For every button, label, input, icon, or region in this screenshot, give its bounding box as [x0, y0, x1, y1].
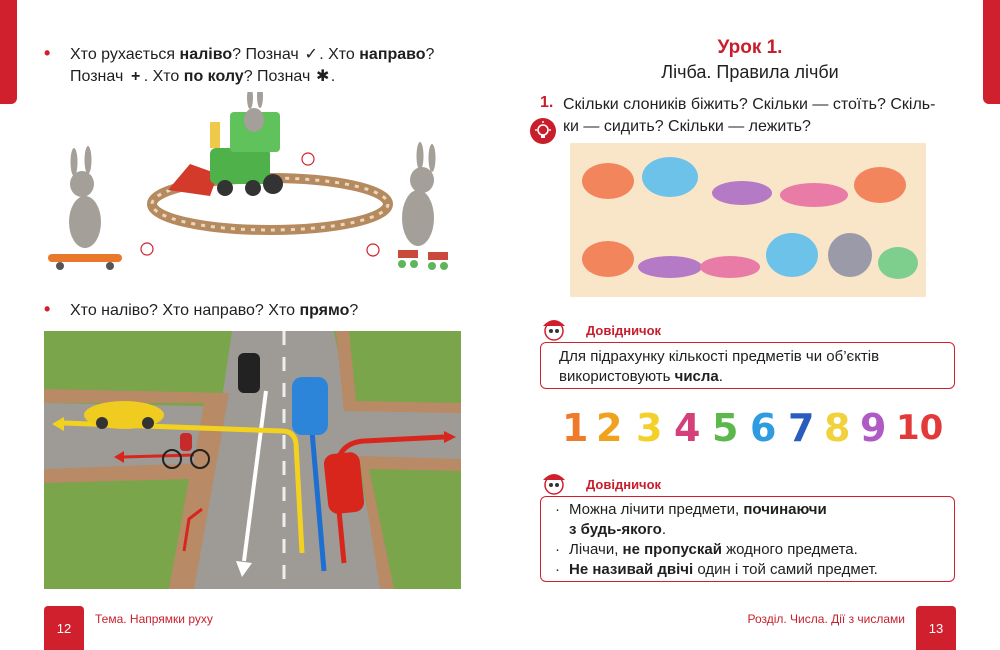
task-line-2: ки — сидить? Скільки — лежить? [563, 118, 811, 135]
motorcycle [238, 353, 260, 393]
reference-heading: Довідничок [586, 477, 662, 492]
train [168, 112, 283, 196]
number-2: 2 [596, 406, 623, 450]
rabbit-skateboard [48, 146, 122, 270]
elephants-illustration [570, 143, 926, 297]
rabbit-driver [244, 92, 264, 132]
page-number: 12 [44, 606, 84, 650]
number-6: 6 [750, 406, 777, 450]
asterisk-icon: ✱ [316, 68, 330, 85]
bullet-marker: • [44, 299, 51, 319]
answer-circle[interactable] [141, 243, 153, 255]
rule-1: · Можна лічити предмети, починаючи [555, 501, 827, 518]
number-7: 7 [788, 406, 815, 450]
yellow-car [84, 401, 164, 429]
number-4: 4 [674, 406, 701, 450]
reference-mascot-icon [540, 316, 568, 342]
task-text [563, 94, 958, 138]
plus-icon: + [131, 68, 141, 85]
number-1: 1 [562, 406, 589, 450]
footer-topic: Тема. Напрямки руху [95, 612, 213, 626]
number-3: 3 [636, 406, 663, 450]
rabbits-train-illustration [40, 92, 470, 282]
number-8: 8 [824, 406, 851, 450]
reference-heading: Довідничок [586, 323, 662, 338]
question-directions [70, 44, 470, 88]
task-line-1: Скільки слоників біжить? Скільки — стоїть? Скіль- [563, 96, 936, 113]
reference-box-rules [540, 496, 955, 582]
rabbit-rollerskates [398, 142, 448, 270]
answer-circle[interactable] [367, 244, 379, 256]
answer-circle[interactable] [302, 153, 314, 165]
rule-2: · Лічачи, не пропускай жодного предмета. [555, 541, 858, 558]
question-line-1: Хто рухається наліво? Познач ✓. Хто направо? [70, 44, 470, 66]
bullet-marker: • [44, 43, 51, 63]
number-9: 9 [860, 406, 887, 450]
number-10: 10 [896, 408, 944, 448]
lesson-subtitle: Лічба. Правила лічби [661, 62, 839, 82]
page-edge-tab [0, 0, 17, 104]
question-line-2: Познач + . Хто по колу? Познач ✱. [70, 66, 470, 88]
lightbulb-icon [530, 118, 556, 144]
task-number: 1. [540, 94, 554, 111]
rule-1-cont: з будь-якого. [569, 521, 667, 538]
reference-line-2: використовують числа. [559, 368, 723, 385]
blue-car [292, 377, 328, 435]
lesson-title: Урок 1. [717, 37, 783, 58]
number-5: 5 [712, 406, 739, 450]
footer-section: Розділ. Числа. Дії з числами [747, 612, 905, 626]
right-page [500, 0, 1000, 650]
rule-3: · Не називай двічі один і той самий предмет. [555, 561, 878, 578]
red-car [323, 451, 365, 514]
question-straight: Хто наліво? Хто направо? Хто прямо? [70, 302, 359, 319]
reference-box-numbers [540, 342, 955, 389]
checkmark-icon: ✓ [304, 46, 318, 63]
reference-line-1: Для підрахунку кількості предметів чи об’єктів [559, 348, 880, 365]
crossroads-illustration [44, 331, 461, 589]
reference-mascot-icon [540, 470, 568, 496]
numbers-row [562, 406, 942, 456]
page-number: 13 [916, 606, 956, 650]
